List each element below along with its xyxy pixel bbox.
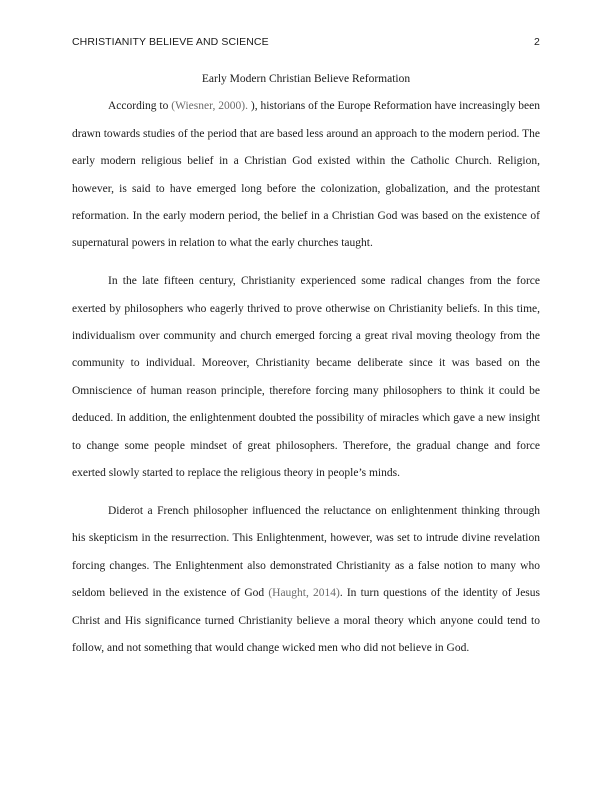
document-body (72, 66, 540, 673)
paragraph-2: In the late fifteen century, Christianity experienced some radical changes from the force exerted by philosophers who eagerly thrived to prove otherwise on Christianity beliefs. In this time, individualism over community and church emerged forcing a great rival moving theology from the community to individual. Moreover, Christianity became deliberate since it was based on the Omniscience of human reason principle, therefore forcing many philosophers to think it could be deduced. In addition, the enlightenment doubted the possibility of miracles which gave a new insight to change some people mindset of great philosophers. Therefore, the gradual change and force exerted slowly started to replace the religious theory in people’s minds. (72, 275, 540, 480)
paragraph-1 (72, 93, 540, 257)
paragraph-3-lead: Diderot a French philosopher influenced the reluctance on enlightenment thinking through his skepticism in the resurrection. This Enlightenment, however, was set to intrude divine revelation forcing changes. The Enlightenment also demonstrated Christianity as a false notion to many who seldom believed in the existence of God (72, 504, 540, 600)
paragraph-3 (72, 498, 540, 662)
citation-haught: (Haught, 2014) (268, 587, 340, 600)
running-header (72, 36, 540, 50)
paragraph-1-rest: ), historians of the Europe Reformation have increasingly been drawn towards studies of the period that are based less around an approach to the modern period. The early modern religious belief in a Christian God existed within the Catholic Church. Religion, however, is said to have emerged long before the colonization, globalization, and the protestant reformation. In the early modern period, the belief in a Christian God was based on the existence of supernatural powers in relation to what the early churches taught. (72, 100, 540, 250)
page-number: 2 (534, 36, 540, 48)
citation-wiesner: (Wiesner, 2000). (171, 100, 248, 113)
paragraph-1-lead: According to (108, 100, 172, 113)
document-title: Early Modern Christian Believe Reformation (201, 73, 411, 85)
paragraph-3-rest: . In turn questions of the identity of Jesus Christ and His significance turned Christianity believe a moral theory which anyone could tend to follow, and not something that would change wicked men who did not believe in God. (72, 587, 540, 654)
running-head-title: CHRISTIANITY BELIEVE AND SCIENCE (72, 36, 269, 48)
